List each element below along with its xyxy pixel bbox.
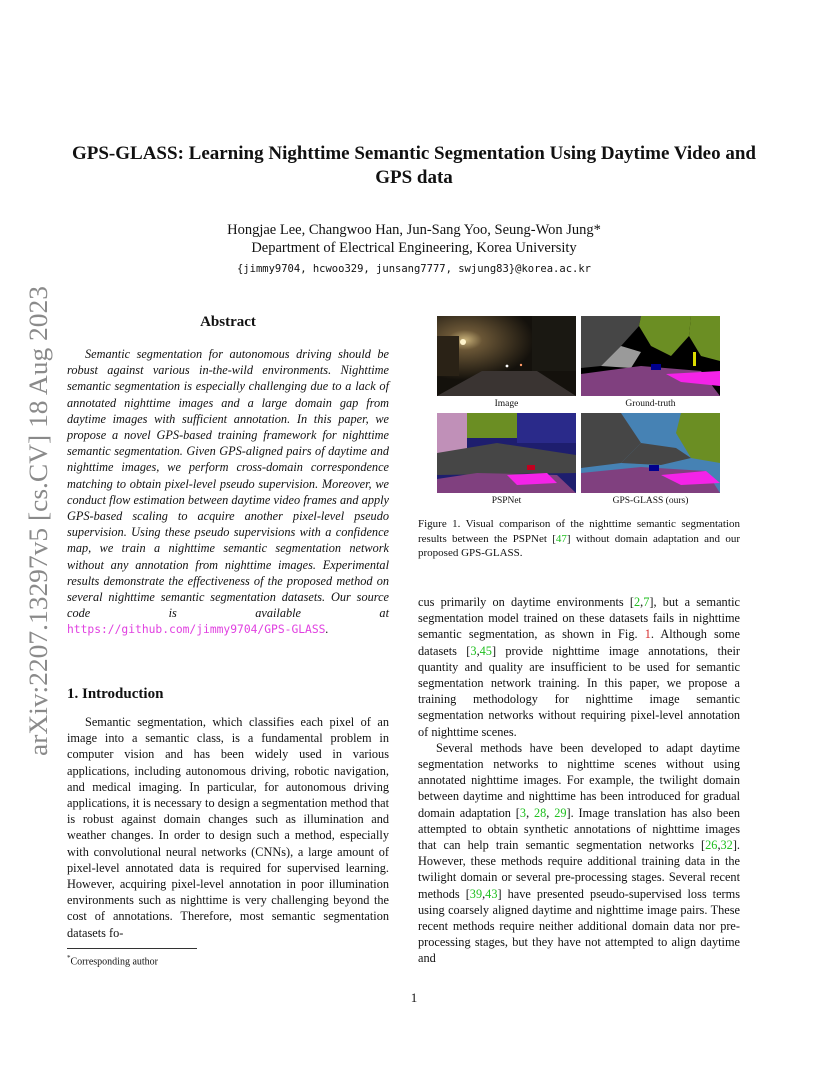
footnote-text: Corresponding author <box>70 956 158 968</box>
affiliation: Department of Electrical Engineering, Korea University <box>251 240 577 256</box>
body-text: ], but a semantic segmentation model trained on these datasets fails in nighttime semantic segmentation, as shown in Fig. <box>418 595 740 642</box>
body-text: ] provide nighttime image annotations, their quantity and quality are insufficient to be used for semantic segmentation network training. In this paper, we propose a training methodology for nighttime image semantic segmentation networks without requiring pixel-level annotation of nighttime scenes. <box>418 643 740 739</box>
paragraph-right-1 <box>418 594 740 740</box>
author-list: Hongjae Lee, Changwoo Han, Jun-Sang Yoo, Seung-Won Jung* <box>227 222 601 238</box>
citation-link[interactable]: 47 <box>555 532 567 545</box>
page-number: 1 <box>410 990 418 1005</box>
abstract-end: . <box>325 622 329 637</box>
night-image-panel <box>437 316 576 396</box>
body-text: cus primarily on daytime environments [ <box>418 595 634 609</box>
citation-link[interactable]: 2 <box>634 595 641 609</box>
gps-glass-panel <box>581 413 720 493</box>
figure-reference-link[interactable]: 1 <box>644 627 651 642</box>
citation-link[interactable]: 29 <box>554 805 567 820</box>
caption-text-end: ] without domain adaptation and our proposed GPS-GLASS. <box>418 532 740 559</box>
body-text: , <box>482 886 486 901</box>
panel-label-gps-glass: GPS-GLASS (ours) <box>612 496 689 506</box>
pspnet-panel <box>437 413 576 493</box>
body-text: . Although some datasets [ <box>418 627 740 658</box>
citation-link[interactable]: 3 <box>519 805 527 820</box>
arxiv-stamp-text: arXiv:2207.13297v5 [cs.CV] 18 Aug 2023 <box>24 311 53 756</box>
figure-1 <box>437 316 720 506</box>
citation-link[interactable]: 39 <box>469 886 483 901</box>
introduction-body: Semantic segmentation, which classifies each pixel of an image into a semantic class, is a fundamental problem in computer vision and has been widely used in various applications, including autonomous driving, robotic navigation, and medical imaging. In particular, for autonomous driving applications, it is necessary to design a segmentation method that is robust against domain changes such as illumination and weather changes. In order to design such a method, especially with convolutional neural networks (CNNs), a large amount of pixel-level annotated data is required for supervised learning. However, acquiring pixel-level annotation in poor illumination environments such as nighttime is very challenging beyond the cost of annotations. Therefore, most semantic segmentation datasets fo- <box>67 715 389 940</box>
body-text: , <box>717 838 721 853</box>
body-text: , <box>640 595 644 609</box>
body-text: ]. Image translation has also been attempted to obtain synthetic annotations of nighttime images that can help train semantic segmentation networks [ <box>418 805 740 853</box>
body-text: ]. However, these methods require additional training data in the twilight domain or several pre-processing stages. Several recent methods [ <box>418 838 740 901</box>
body-text: ] have presented pseudo-supervised loss terms using coarsely aligned daytime and nighttime image pairs. These recent methods require neither additional domain data nor pre-processing stages, but they have not attempted to align daytime and <box>418 886 740 966</box>
citation-link[interactable]: 28 <box>534 805 547 820</box>
paper-title: GPS-GLASS: Learning Nighttime Semantic Segmentation Using Daytime Video and GPS data <box>71 143 757 188</box>
arxiv-stamp <box>20 282 56 762</box>
citation-link[interactable]: 3 <box>470 643 477 658</box>
body-text: Several methods have been developed to adapt daytime segmentation networks to nighttime scenes without using annotated nighttime images. For example, the twilight domain between daytime and nighttime has been introduced for gradual domain adaptation [ <box>418 740 740 820</box>
abstract-heading: Abstract <box>200 314 256 330</box>
caption-text: Figure 1. Visual comparison of the nighttime semantic segmentation results between the PSPNet [ <box>418 518 740 545</box>
section-heading-introduction: 1. Introduction <box>67 686 164 702</box>
panel-label-ground-truth: Ground-truth <box>625 399 676 409</box>
abstract-text: Semantic segmentation for autonomous driving should be robust against various in-the-wild environments. Nighttime semantic segmentation is especially challenging due to a lack of annotated nighttime images and a large domain gap from daytime images with sufficient annotation. In this paper, we propose a novel GPS-based training framework for nighttime semantic segmentation. Given GPS-aligned pairs of daytime and nighttime images, we perform cross-domain correspondence matching to obtain pixel-level pseudo supervision. Moreover, we conduct flow estimation between daytime video frames and apply GPS-based scaling to acquire another pixel-level pseudo supervision. Using these pseudo supervisions with a confidence map, we train a nighttime semantic segmentation network without any annotation from nighttime images. Experimental results demonstrate the effectiveness of the proposed method on several nighttime semantic segmentation datasets. Our source code is available at <box>67 347 389 621</box>
panel-label-image: Image <box>494 399 519 409</box>
body-text: , <box>476 643 480 658</box>
ground-truth-panel <box>581 316 720 396</box>
source-code-link[interactable]: https://github.com/jimmy9704/GPS-GLASS <box>67 623 326 637</box>
author-emails: {jimmy9704, hcwoo329, junsang7777, swjung83}@korea.ac.kr <box>236 263 591 275</box>
paragraph-right-2 <box>418 740 740 967</box>
body-text: , <box>546 805 555 820</box>
abstract-body <box>67 346 389 639</box>
footnote-mark: * <box>67 954 71 962</box>
footnote <box>67 952 389 968</box>
panel-label-pspnet: PSPNet <box>491 496 522 506</box>
citation-link[interactable]: 45 <box>479 643 492 658</box>
citation-link[interactable]: 7 <box>643 595 650 609</box>
body-text: , <box>526 805 534 820</box>
citation-link[interactable]: 43 <box>485 886 498 901</box>
citation-link[interactable]: 26 <box>705 838 718 853</box>
citation-link[interactable]: 32 <box>720 838 733 853</box>
figure-caption <box>418 517 740 561</box>
footnote-divider <box>67 948 197 949</box>
right-column-body <box>418 594 740 967</box>
